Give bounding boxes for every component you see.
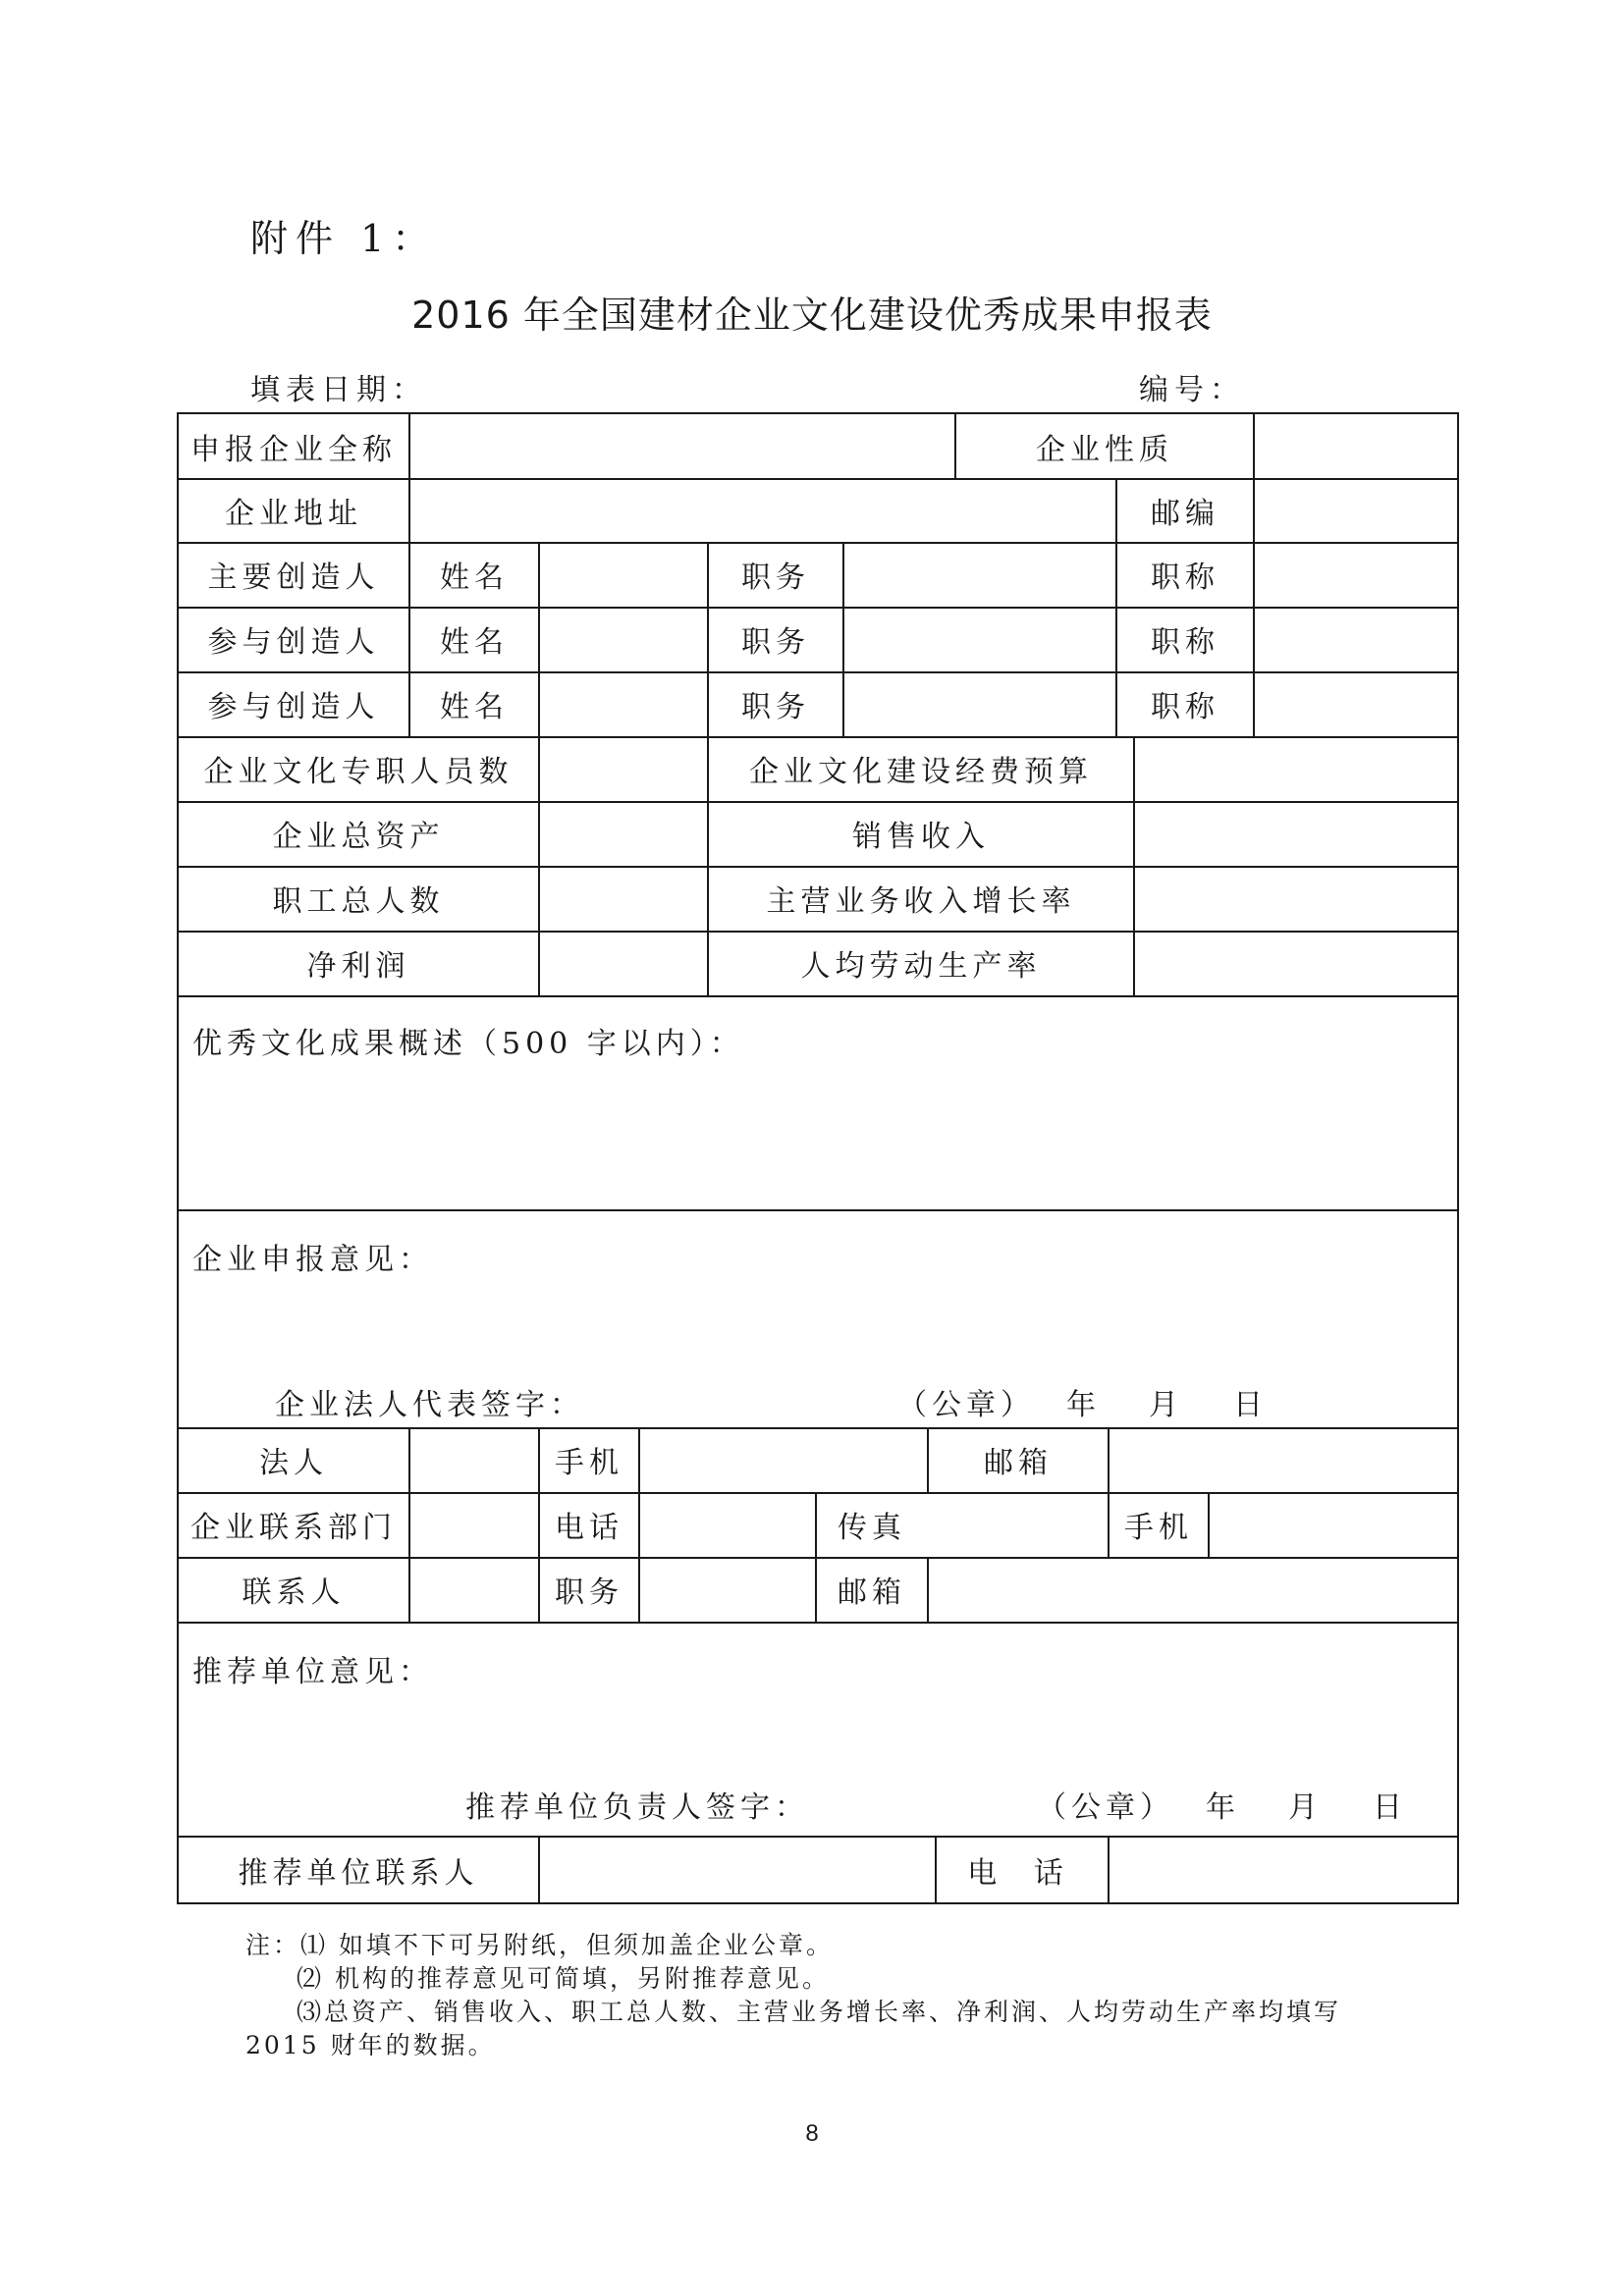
company-opinion-label: 企业申报意见： <box>192 1243 433 1277</box>
legal-sign-label: 企业法人代表签字： <box>275 1388 584 1422</box>
summary-field[interactable] <box>179 1062 1457 1207</box>
sales-revenue-field[interactable] <box>1135 801 1457 866</box>
main-creator-name-field[interactable] <box>540 542 707 607</box>
participant-2-position-label: 职务 <box>741 690 810 724</box>
main-creator-title-label: 职称 <box>1151 561 1219 595</box>
address-field[interactable] <box>410 478 1115 542</box>
application-form-table <box>177 412 1459 1904</box>
number-label: 编号： <box>1139 373 1245 407</box>
main-creator-label: 主要创造人 <box>207 561 380 595</box>
row-divider <box>179 995 1457 997</box>
net-profit-field[interactable] <box>540 931 707 995</box>
company-day-label: 日 <box>1233 1388 1268 1422</box>
participant-1-title-label: 职称 <box>1151 625 1219 660</box>
legal-person-field[interactable] <box>410 1427 538 1492</box>
culture-budget-field[interactable] <box>1135 736 1457 801</box>
participant-2-name-field[interactable] <box>540 671 707 736</box>
note-2: ⑵ 机构的推荐意见可简填，另附推荐意见。 <box>297 1964 830 1993</box>
contact-email-field[interactable] <box>929 1557 1457 1622</box>
company-name-field[interactable] <box>410 414 954 478</box>
note-3-continued: 2015 财年的数据。 <box>245 2031 496 2059</box>
culture-budget-label: 企业文化建设经费预算 <box>749 755 1093 789</box>
total-staff-label: 职工总人数 <box>272 884 445 919</box>
recommender-year-label: 年 <box>1206 1790 1240 1825</box>
dept-fax-label: 传真 <box>838 1511 906 1545</box>
note-1: 注：⑴ 如填不下可另附纸，但须加盖企业公章。 <box>245 1931 834 1959</box>
main-growth-field[interactable] <box>1135 866 1457 931</box>
productivity-field[interactable] <box>1135 931 1457 995</box>
participant-2-name-label: 姓名 <box>440 690 509 724</box>
recommender-day-label: 日 <box>1373 1790 1407 1825</box>
legal-mobile-label: 手机 <box>555 1446 623 1480</box>
contact-dept-label: 企业联系部门 <box>190 1511 397 1545</box>
participant-2-title-field[interactable] <box>1255 671 1457 736</box>
dept-mobile-label: 手机 <box>1124 1511 1193 1545</box>
contact-position-label: 职务 <box>555 1575 623 1610</box>
company-nature-field[interactable] <box>1255 414 1457 478</box>
total-assets-label: 企业总资产 <box>272 820 445 854</box>
company-nature-label: 企业性质 <box>1036 432 1173 467</box>
attachment-label: 附件 1： <box>250 217 438 260</box>
contact-person-label: 联系人 <box>242 1575 346 1610</box>
note-3: ⑶总资产、销售收入、职工总人数、主营业务增长率、净利润、人均劳动生产率均填写 <box>297 1998 1342 2026</box>
form-title: 2016 年全国建材企业文化建设优秀成果申报表 <box>411 294 1213 337</box>
main-creator-name-label: 姓名 <box>440 561 509 595</box>
recommender-phone-label: 电 话 <box>967 1856 1077 1891</box>
net-profit-label: 净利润 <box>306 949 410 984</box>
dept-fax-field[interactable] <box>929 1492 1108 1557</box>
main-growth-label: 主营业务收入增长率 <box>766 884 1076 919</box>
participant-2-position-field[interactable] <box>844 671 1115 736</box>
total-assets-field[interactable] <box>540 801 707 866</box>
postcode-field[interactable] <box>1255 478 1457 542</box>
address-label: 企业地址 <box>225 496 362 531</box>
contact-email-label: 邮箱 <box>838 1575 906 1610</box>
legal-mobile-field[interactable] <box>640 1427 927 1492</box>
participant-2-title-label: 职称 <box>1151 690 1219 724</box>
contact-person-field[interactable] <box>410 1557 538 1622</box>
summary-label: 优秀文化成果概述（500 字以内）： <box>192 1027 744 1061</box>
dept-phone-field[interactable] <box>640 1492 815 1557</box>
participant-1-position-field[interactable] <box>844 607 1115 671</box>
dept-mobile-field[interactable] <box>1210 1492 1457 1557</box>
recommender-month-label: 月 <box>1288 1790 1323 1825</box>
main-creator-position-field[interactable] <box>844 542 1115 607</box>
company-year-label: 年 <box>1066 1388 1101 1422</box>
company-opinion-field[interactable] <box>179 1278 1457 1357</box>
recommender-phone-field[interactable] <box>1110 1836 1457 1904</box>
page-number: 8 <box>805 2120 819 2147</box>
postcode-label: 邮编 <box>1151 496 1219 531</box>
legal-email-label: 邮箱 <box>984 1446 1053 1480</box>
recommender-contact-label: 推荐单位联系人 <box>238 1856 479 1891</box>
legal-person-label: 法人 <box>259 1446 328 1480</box>
culture-staff-label: 企业文化专职人员数 <box>203 755 514 789</box>
total-staff-field[interactable] <box>540 866 707 931</box>
main-creator-position-label: 职务 <box>741 561 810 595</box>
recommender-seal-label: （公章） <box>1037 1790 1174 1825</box>
main-creator-title-field[interactable] <box>1255 542 1457 607</box>
legal-email-field[interactable] <box>1110 1427 1457 1492</box>
contact-position-field[interactable] <box>640 1557 815 1622</box>
culture-staff-field[interactable] <box>540 736 707 801</box>
company-name-label: 申报企业全称 <box>190 432 397 467</box>
sales-revenue-label: 销售收入 <box>852 820 990 854</box>
participant-1-title-field[interactable] <box>1255 607 1457 671</box>
participant-2-label: 参与创造人 <box>207 690 380 724</box>
recommender-opinion-label: 推荐单位意见： <box>192 1655 433 1689</box>
participant-1-name-label: 姓名 <box>440 625 509 660</box>
row-divider <box>179 1622 1457 1624</box>
participant-1-position-label: 职务 <box>741 625 810 660</box>
productivity-label: 人均劳动生产率 <box>800 949 1042 984</box>
fill-date-label: 填表日期： <box>250 373 427 407</box>
participant-1-label: 参与创造人 <box>207 625 380 660</box>
contact-dept-field[interactable] <box>410 1492 538 1557</box>
dept-phone-label: 电话 <box>555 1511 623 1545</box>
participant-1-name-field[interactable] <box>540 607 707 671</box>
company-month-label: 月 <box>1149 1388 1183 1422</box>
row-divider <box>179 1209 1457 1211</box>
recommender-opinion-field[interactable] <box>179 1690 1457 1769</box>
company-seal-label: （公章） <box>897 1388 1035 1422</box>
recommender-sign-label: 推荐单位负责人签字： <box>465 1790 809 1825</box>
recommender-contact-field[interactable] <box>540 1836 935 1904</box>
